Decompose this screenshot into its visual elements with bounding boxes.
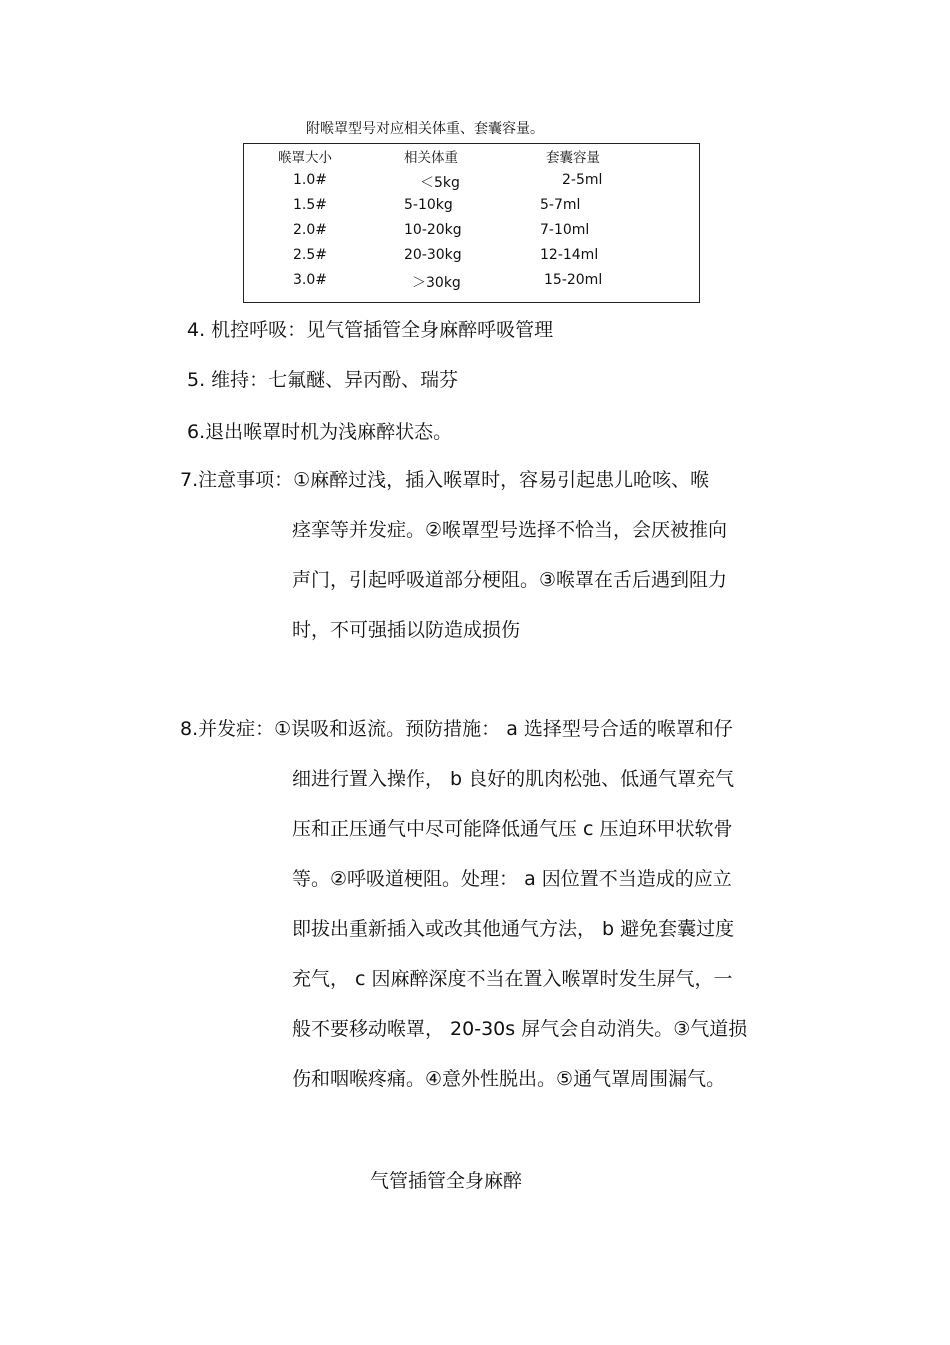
item-8-line: 般不要移动喉罩， 20-30s 屏气会自动消失。③气道损 [292, 1018, 748, 1040]
table-cell-size: 2.0# [293, 222, 327, 238]
item-6-removal-timing: 6.退出喉罩时机为浅麻醉状态。 [187, 421, 453, 443]
item-8-line: 等。②呼吸道梗阻。处理： a 因位置不当造成的应立 [292, 868, 732, 890]
table-cell-size: 2.5# [293, 247, 327, 263]
item-7-precautions: 7.注意事项：①麻醉过浅，插入喉罩时，容易引起患儿呛咳、喉 [180, 469, 710, 491]
table-cell-size: 3.0# [293, 272, 327, 288]
table-caption: 附喉罩型号对应相关体重、套囊容量。 [306, 121, 544, 137]
table-cell-weight: 10-20kg [404, 222, 462, 238]
table-header-cuff-volume: 套囊容量 [546, 150, 600, 166]
table-cell-size: 1.0# [293, 172, 327, 188]
item-7-line: 声门，引起呼吸道部分梗阻。③喉罩在舌后遇到阻力 [292, 569, 728, 591]
item-8-line: 细进行置入操作， b 良好的肌肉松弛、低通气罩充气 [292, 768, 735, 790]
table-cell-weight: ＞30kg [412, 275, 461, 291]
item-5-maintenance: 5. 维持：七氟醚、异丙酚、瑞芬 [187, 369, 459, 391]
table-cell-cuff-volume: 7-10ml [540, 222, 590, 238]
section-heading: 气管插管全身麻醉 [370, 1170, 523, 1192]
table-cell-cuff-volume: 2-5ml [562, 172, 603, 188]
table-header-size: 喉罩大小 [278, 150, 332, 166]
table-cell-cuff-volume: 12-14ml [540, 247, 599, 263]
item-8-complications: 8.并发症：①误吸和返流。预防措施： a 选择型号合适的喉罩和仔 [180, 718, 733, 740]
item-8-line: 压和正压通气中尽可能降低通气压 c 压迫环甲状软骨 [292, 818, 733, 840]
table-cell-weight: 20-30kg [404, 247, 462, 263]
item-8-line: 充气， c 因麻醉深度不当在置入喉罩时发生屏气，一 [292, 968, 733, 990]
table-header-weight: 相关体重 [404, 150, 458, 166]
table-cell-weight: ＜5kg [420, 175, 460, 191]
item-4-mechanical-ventilation: 4. 机控呼吸：见气管插管全身麻醉呼吸管理 [187, 319, 554, 341]
table-cell-weight: 5-10kg [404, 197, 453, 213]
item-8-line: 伤和咽喉疼痛。④意外性脱出。⑤通气罩周围漏气。 [292, 1068, 726, 1090]
item-7-line: 痉挛等并发症。②喉罩型号选择不恰当，会厌被推向 [292, 519, 728, 541]
item-7-line: 时，不可强插以防造成损伤 [292, 619, 521, 641]
table-cell-size: 1.5# [293, 197, 327, 213]
item-8-line: 即拔出重新插入或改其他通气方法， b 避免套囊过度 [292, 918, 735, 940]
table-cell-cuff-volume: 5-7ml [540, 197, 581, 213]
table-cell-cuff-volume: 15-20ml [544, 272, 603, 288]
laryngeal-mask-size-table [243, 143, 700, 303]
